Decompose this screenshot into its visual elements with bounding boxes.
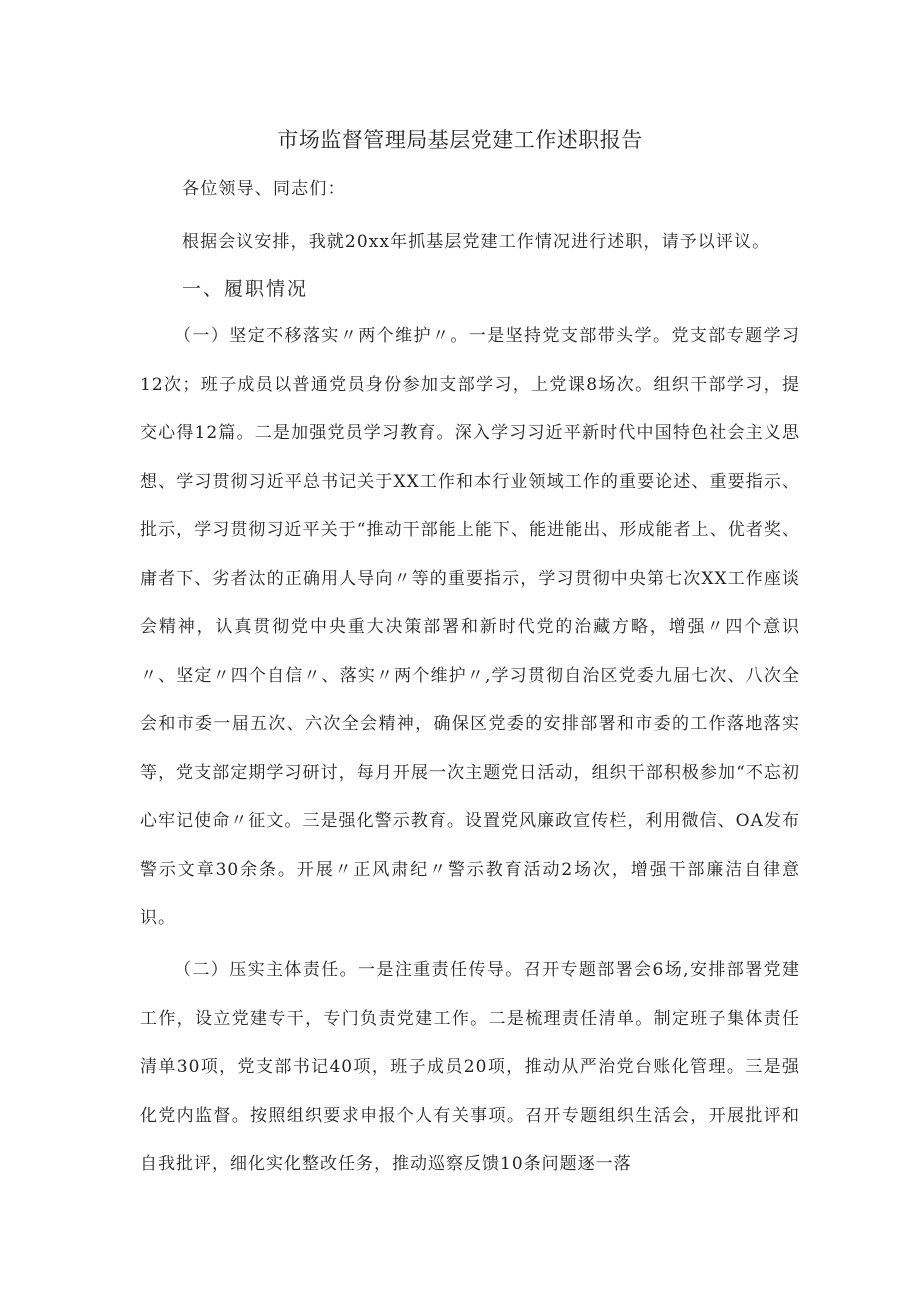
- body-paragraph-2: （二）压实主体责任。一是注重责任传导。召开专题部署会6场,安排部署党建工作，设立党建专干，专门负责党建工作。二是梳理责任清单。制定班子集体责任清单30项，党支部书记40项，班子成员20项，推动从严治党台账化管理。三是强化党内监督。按照组织要求申报个人有关事项。召开专题组织生活会，开展批评和自我批评，细化实化整改任务，推动巡察反馈10条问题逐一落: [140, 960, 800, 1174]
- document-title: 市场监督管理局基层党建工作述职报告: [277, 128, 643, 152]
- salutation: 各位领导、同志们：: [182, 179, 346, 199]
- body-paragraph-1: （一）坚定不移落实〃两个维护〃。一是坚持党支部带头学。党支部专题学习12次；班子成员以普通党员身份参加支部学习，上党课8场次。组织干部学习，提交心得12篇。二是加强党员学习教育。深入学习习近平新时代中国特色社会主义思想、学习贯彻习近平总书记关于XX工作和本行业领域工作的重要论述、重要指示、批示，学习贯彻习近平关于“推动干部能上能下、能进能出、形成能者上、优者奖、庸者下、劣者汰的正确用人导向〃等的重要指示，学习贯彻中央第七次XX工作座谈会精神，认真贯彻党中央重大决策部署和新时代党的治藏方略，增强〃四个意识〃、坚定〃四个自信〃、落实〃两个维护〃,学习贯彻自治区党委九届七次、八次全会和市委一届五次、六次全会精神，确保区党委的安排部署和市委的工作落地落实等，党支部定期学习研讨，每月开展一次主题党日活动，组织干部积极参加“不忘初心牢记使命〃征文。三是强化警示教育。设置党风廉政宣传栏，利用微信、OA发布警示文章30余条。开展〃正风肃纪〃警示教育活动2场次，增强干部廉洁自律意识。: [140, 326, 800, 928]
- section-heading: 一、履职情况: [182, 278, 309, 300]
- intro-paragraph: 根据会议安排，我就20xx年抓基层党建工作情况进行述职，请予以评议。: [182, 232, 771, 252]
